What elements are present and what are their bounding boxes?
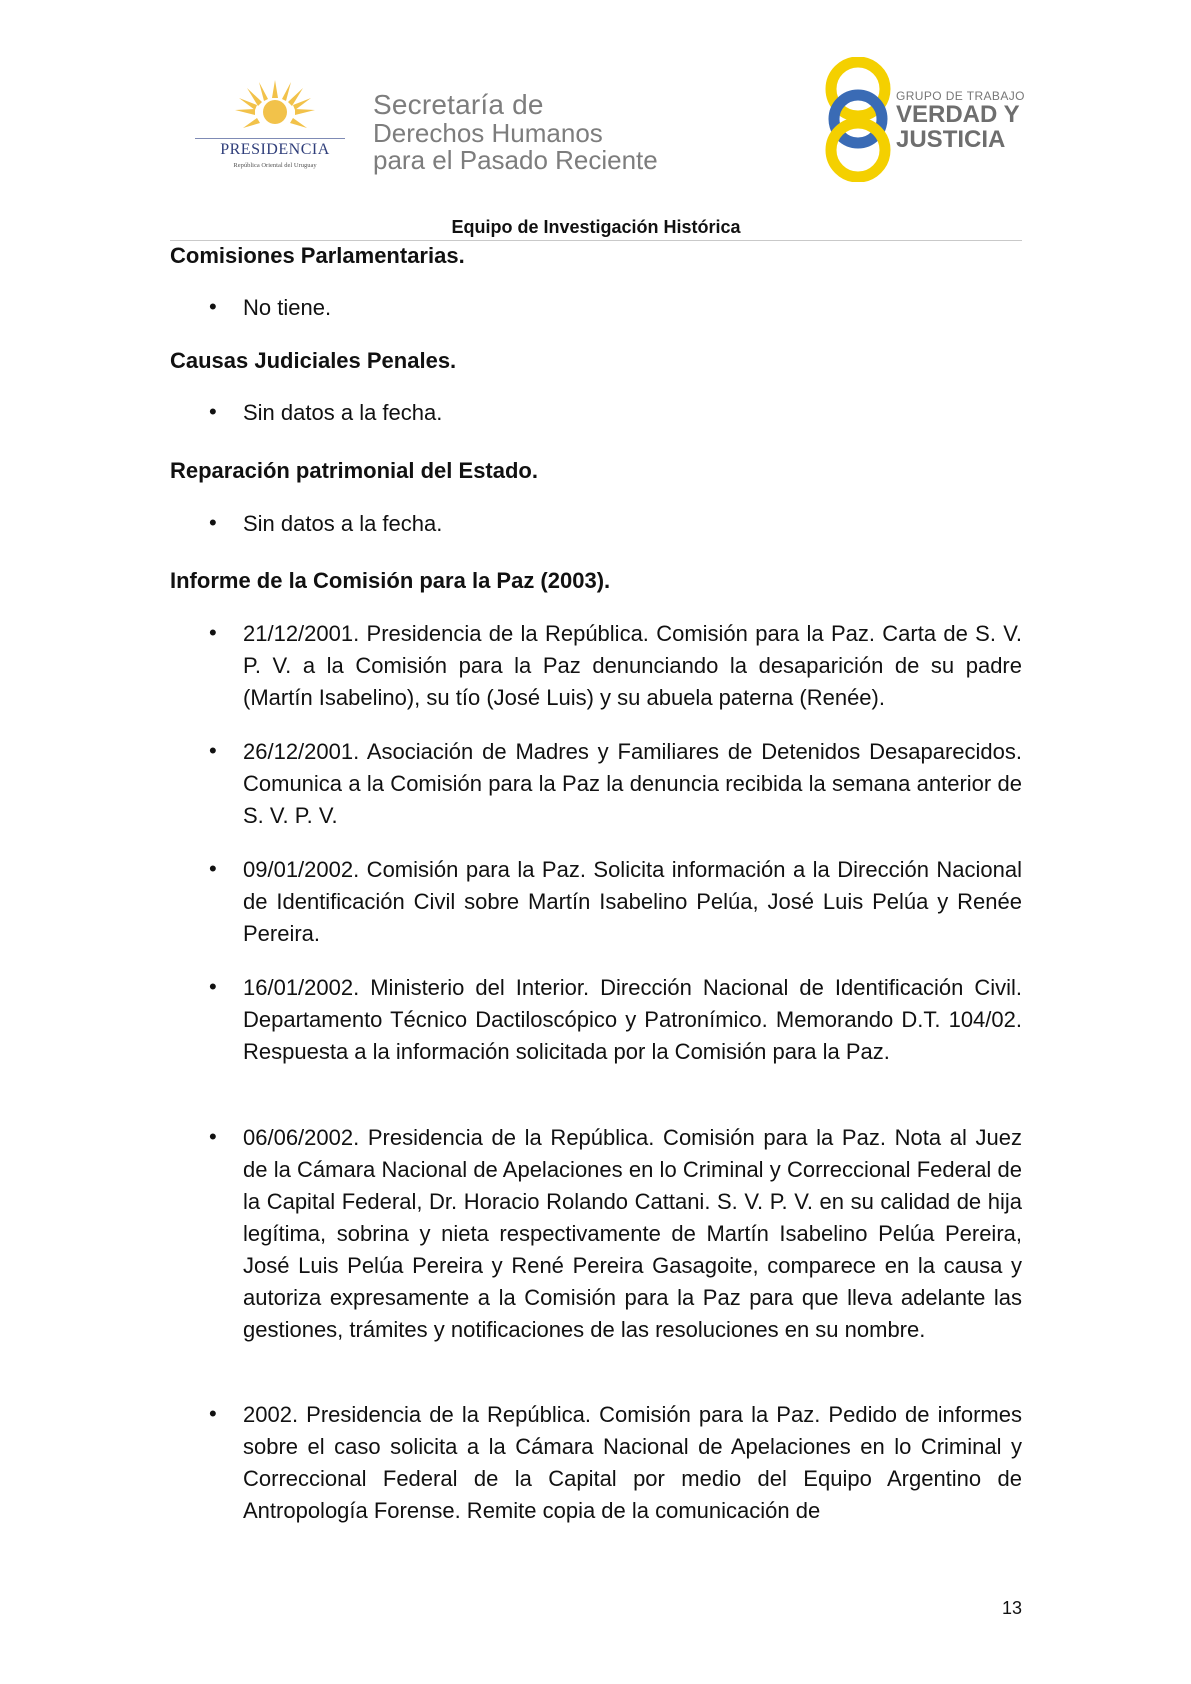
secretaria-title — [373, 90, 658, 174]
bullet-icon: • — [209, 974, 217, 999]
list-item: 16/01/2002. Ministerio del Interior. Dirección Nacional de Identificación Civil. Departamento Técnico Dactiloscópico y Patronímico. Memorando D.T. 104/02. Respuesta a la información solicitada por la Comisión para la Paz. — [243, 975, 1022, 1064]
gtvj-group-label: GRUPO DE TRABAJO — [896, 89, 1025, 103]
section-heading: Causas Judiciales Penales. — [170, 348, 457, 373]
header-rule — [170, 240, 1022, 241]
presidencia-subtitle: República Oriental del Uruguay — [233, 162, 317, 169]
section-heading: Informe de la Comisión para la Paz (2003). — [170, 568, 611, 593]
bullet-icon: • — [209, 856, 217, 881]
section-heading: Comisiones Parlamentarias. — [170, 243, 465, 268]
presidencia-logo — [195, 80, 355, 180]
list-item: No tiene. — [243, 295, 332, 320]
list-item: Sin datos a la fecha. — [243, 511, 443, 536]
secretaria-line-1: Secretaría de — [373, 89, 544, 120]
section-heading: Reparación patrimonial del Estado. — [170, 458, 538, 483]
presidencia-label: PRESIDENCIA — [220, 141, 330, 158]
sun-emblem-icon — [235, 80, 315, 140]
bullet-icon: • — [209, 738, 217, 763]
gtvj-title-line-2: JUSTICIA — [896, 126, 1006, 153]
verdad-justicia-logo — [822, 57, 1042, 182]
list-item: 21/12/2001. Presidencia de la República. Comisión para la Paz. Carta de S. V. P. V. a la Comisión para la Paz denunciando la desaparición de su padre (Martín Isabelino), su tío (José Luis) y su abuela paterna (Renée). — [243, 621, 1022, 710]
list-item: 06/06/2002. Presidencia de la República. Comisión para la Paz. Nota al Juez de la Cámara Nacional de Apelaciones en lo Criminal y Correccional Federal de la Capital Federal, Dr. Horacio Rolando Cattani. S. V. P. V. en su calidad de hija legítima, sobrina y nieta respectivamente de Martín Isabelino Pelúa Pereira, José Luis Pelúa Pereira y René Pereira Gasagoite, comparece en la causa y autoriza expresamente a la Comisión para la Paz para que lleva adelante las gestiones, trámites y notificaciones de las resoluciones en su nombre. — [243, 1125, 1022, 1342]
secretaria-line-3: para el Pasado Reciente — [373, 145, 658, 175]
bullet-icon: • — [209, 620, 217, 645]
bullet-icon: • — [209, 294, 217, 319]
list-item: 26/12/2001. Asociación de Madres y Familiares de Detenidos Desaparecidos. Comunica a la Comisión para la Paz la denuncia recibida la semana anterior de S. V. P. V. — [243, 739, 1022, 828]
bullet-icon: • — [209, 1124, 217, 1149]
rings-emblem-icon — [822, 57, 894, 182]
presidencia-divider — [195, 138, 345, 139]
list-item: Sin datos a la fecha. — [243, 400, 443, 425]
list-item: 2002. Presidencia de la República. Comisión para la Paz. Pedido de informes sobre el caso solicita a la Cámara Nacional de Apelaciones en lo Criminal y Correccional Federal de la Capital por medio del Equipo Argentino de Antropología Forense. Remite copia de la comunicación de — [243, 1402, 1022, 1523]
bullet-icon: • — [209, 510, 217, 535]
team-title: Equipo de Investigación Histórica — [451, 217, 741, 237]
secretaria-line-2: Derechos Humanos — [373, 118, 603, 148]
list-item: 09/01/2002. Comisión para la Paz. Solicita información a la Dirección Nacional de Identificación Civil sobre Martín Isabelino Pelúa, José Luis Pelúa y Renée Pereira. — [243, 857, 1022, 946]
bullet-icon: • — [209, 1401, 217, 1426]
page-number: 13 — [1002, 1598, 1023, 1618]
bullet-icon: • — [209, 399, 217, 424]
gtvj-title-line-1: VERDAD Y — [896, 101, 1020, 128]
